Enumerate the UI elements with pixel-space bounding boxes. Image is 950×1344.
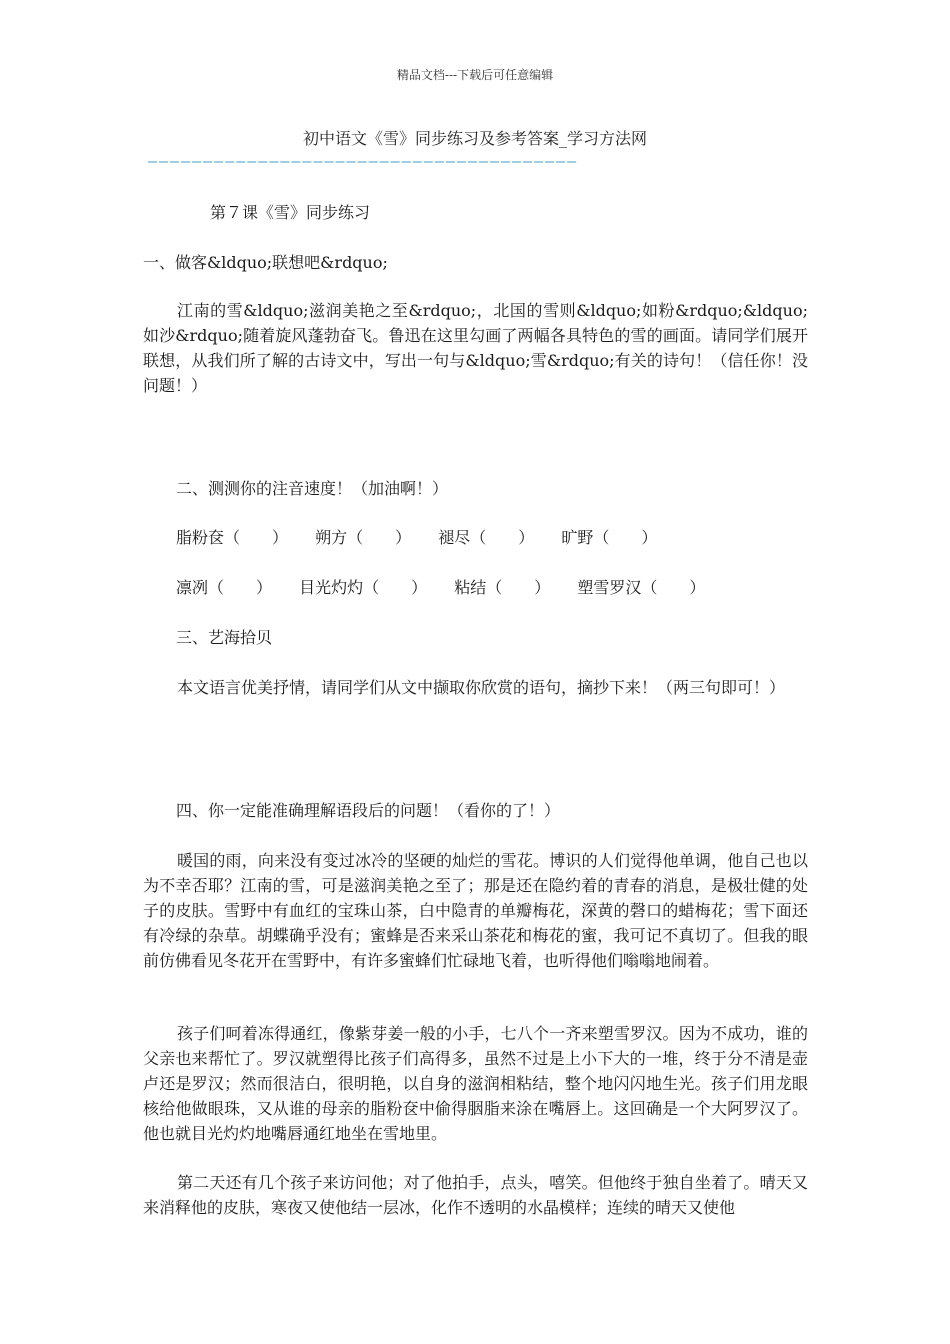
pinyin-item: 凛冽（ ）: [176, 578, 273, 597]
pinyin-item: 褪尽（ ）: [438, 528, 535, 547]
lesson-heading: 第７课《雪》同步练习: [210, 203, 371, 222]
section4-heading: 四、你一定能准确理解语段后的问题！（看你的了！）: [176, 801, 561, 820]
pinyin-item: 目光灼灼（ ）: [299, 578, 428, 597]
section1-text: 江南的雪&ldquo;滋润美艳之至&rdquo;，北国的雪则&ldquo;如粉&rdquo;&ldquo;如沙&rdquo;随着旋风蓬勃奋飞。鲁迅在这里勾画了两幅各具特色的雪的画面。请同学们展开联想，从我们所了解的古诗文中，写出一句与&ldquo;雪&rdquo;有关的诗句！（信任你！没问题！）: [143, 301, 808, 395]
header-note: 精品文档---下载后可任意编辑: [396, 68, 554, 82]
section3-text: 本文语言优美抒情，请同学们从文中撷取你欣赏的语句，摘抄下来！（两三句即可！）: [177, 678, 786, 697]
pinyin-item: 粘结（ ）: [454, 578, 551, 597]
title-divider: ———————————————————————————————————————: [148, 152, 579, 170]
section2-heading: 二、测测你的注音速度！（加油啊！）: [176, 479, 449, 498]
pinyin-row-2: [176, 575, 727, 600]
section4-paragraph-1: 暖国的雨，向来没有变过冰冷的坚硬的灿烂的雪花。博识的人们觉得他单调，他自己也以为不幸否耶？江南的雪，可是滋润美艳之至了；那是还在隐约着的青春的消息，是极壮健的处子的皮肤。雪野中有血红的宝珠山茶，白中隐青的单瓣梅花，深黄的磬口的蜡梅花；雪下面还有冷绿的杂草。胡蝶确乎没有；蜜蜂是否来采山茶花和梅花的蜜，我可记不真切了。但我的眼前仿佛看见冬花开在雪野中，有许多蜜蜂们忙碌地飞着，也听得他们嗡嗡地闹着。: [143, 851, 808, 970]
pinyin-item: 塑雪罗汉（ ）: [577, 578, 706, 597]
pinyin-item: 旷野（ ）: [561, 528, 658, 547]
section3-heading: 三、艺海拾贝: [176, 628, 273, 647]
section4-paragraph-3: 第二天还有几个孩子来访问他；对了他拍手，点头，嘻笑。但他终于独自坐着了。晴天又来消释他的皮肤，寒夜又使他结一层冰，化作不透明的水晶模样；连续的晴天又使他: [143, 1173, 808, 1217]
section4-paragraph-2: 孩子们呵着冻得通红，像紫芽姜一般的小手，七八个一齐来塑雪罗汉。因为不成功，谁的父亲也来帮忙了。罗汉就塑得比孩子们高得多，虽然不过是上小下大的一堆，终于分不清是壶卢还是罗汉；然而很洁白，很明艳，以自身的滋润相粘结，整个地闪闪地生光。孩子们用龙眼核给他做眼珠，又从谁的母亲的脂粉奁中偷得胭脂来涂在嘴唇上。这回确是一个大阿罗汉了。他也就目光灼灼地嘴唇通红地坐在雪地里。: [143, 1024, 808, 1143]
document-title: 初中语文《雪》同步练习及参考答案_学习方法网: [302, 129, 647, 148]
pinyin-item: 脂粉奁（ ）: [176, 528, 289, 547]
pinyin-item: 朔方（ ）: [315, 528, 412, 547]
pinyin-row-1: [176, 525, 679, 550]
section1-heading: 一、做客&ldquo;联想吧&rdquo;: [143, 253, 388, 272]
